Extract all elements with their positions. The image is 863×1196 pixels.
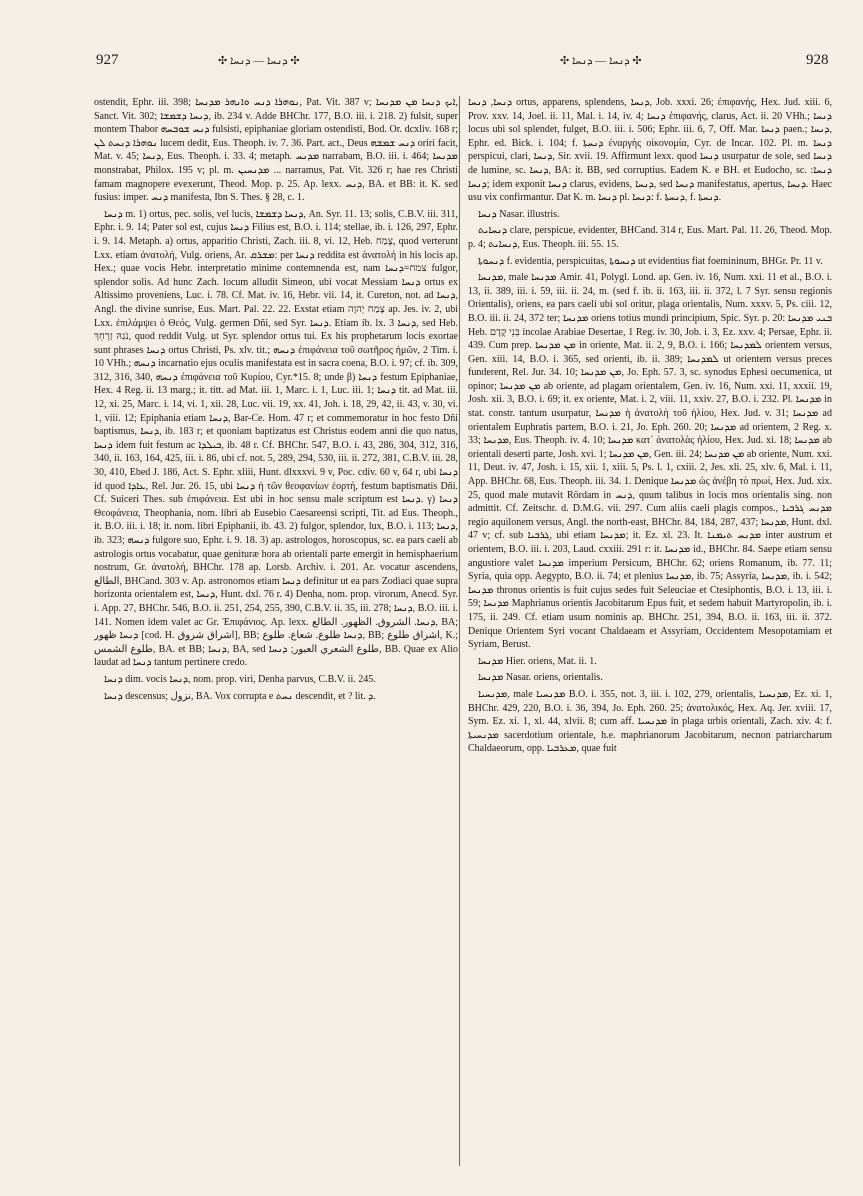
entry-denha-dim: ܕܢܚܐ dim. vocis ܕܢܚܐ, nom. prop. viri, Denha parvus, C.B.V. ii. 245. xyxy=(104,673,376,685)
running-title-right: ✣ ܕܢܚܐ — ܕܢܚܐ ✣ xyxy=(560,55,642,67)
page-number-left: 927 xyxy=(96,52,119,68)
entry-clare: ܕܢܚܐܝܬ clare, perspicue, evidenter, BHCand. 314 r, Eus. Mart. Pal. 11. 26, Theod. Mop. p. 4; ܕܢܚܐܝܬ, Eus. Theoph. iii. 55. 15. xyxy=(468,225,832,250)
entry-ortus-apparens: ܕܢܚܐ, ܕܢܚܐ ortus, apparens, splendens, ܕܢܚܐ, Job. xxxi. 26; ἐπιφανής, Hex. Jud. xiii. 6, Prov. xxv. 14, Joel. ii. 11, Mal. i. 14, iv. 4; ܕܢܚܐ ἐπιφανής, clarus, Act. ii. 20 VHh.; ܕܢܚܐ locus ubi sol splendet, fulget, B.O. iii. i. 506; Ephr. iii. 6, 7, Off. Mar. ܕܢܚܐ paen.; ܕܢܚܐ, Ephr. ed. Bick. i. 104; f. ܕܢܚܬܐ ἐναργὴς οἰκονομία, Cyr. de Incar. 102. Pl. m. ܕܢܚܐ perspicui, clari, ܕܢܚܐ, Sir. xvii. 19. Affirmunt lexx. quod ܕܢܚܐ usurpatur de sole, sed ܕܢܚܐ de lumine, sc. ܕܢܚܐ, BA: it. BB, sed corruptius. Eadem K. e BH. et Eudocho, sc. ܕܢܚܐ: ܕܢܚܐ; idem exponit ܕܢܚܐ clarus, evidens, ܕܢܚܐ, sed ܕܢܚܐ manifestatus, apertus, ܕܢܚܐ. Haec usu vix confirmantur. Dat K. m. ܕܢܚܐ pl. ܕܢܚܐ: f. ܕܢܚܬܐ, f. ܕܢܚܬܐ. xyxy=(468,97,832,204)
page-header xyxy=(0,38,863,78)
entry-nasar-illustris: ܕܢܚܐ Nasar. illustris. xyxy=(478,208,560,220)
entry-orientalis: ܡܕܢܚܝܐ, male ܡܕܢܚܝܐ B.O. i. 355, not. 3, iii. i. 102, 279, orientalis, ܡܕܢܚܝܐ, Ez. xi. 1, BHChr. 429, 220, B.O. i. 36, 394, Jo. Eph. 260. 25; ἀνατολικός, Hex. Aq. Jer. xviii. 17, Sym. Ez. xi. 1, xl. 44, xlvii. 8; cum aff. ܡܕܢܚܝܐ in plaga urbis orientali, Zach. xiv. 4: f. ܡܕܢܚܝܬܐ sacerdotium orientale, h.e. maphrianorum Jacobitarum, necnon patriarcharum Chaldaeorum, opp. ܡܥܪܒܝܐ, quae fuit xyxy=(468,688,832,755)
entry-descensus: ܕܢܚܐ descensus; نزول, BA. Vox corrupta e ܢܚܬ descendit, et ? lit. ܕ. xyxy=(104,690,376,702)
column-divider xyxy=(459,96,460,1166)
entry-continuation: ostendit, Ephr. iii. 398; ܢܘܗܪܐ ܕܢܚ ܘܐܢܗܪ ܡܕܢܚܐ, Pat. Vit. 387 v; ܐܝܟ ܕܢܚܐ ܡܢ ܡܕܢܚܐ, Sanct. Vit. 302; ܕܢܚܐ ܕܫܡܫܐ, ib. 234 v. Adde BHChr. 177, B.O. iii. i. 218. 2) fulsit, super montem Thabor ܕܢܚ ܫܘܒܚܗ fulsisti, epiphaniae gloriam ostendisti, Bod. Or. dcxliv. 168 r; ܢܘܗܪܐ ܕܢܚܬ ܠܢ lucem dedit, Eus. Theoph. iv. 7. 36. Part. act., Deus ܕܢܚ ܫܡܫܗ oriri facit, Mat. v. 45; ܕܢܚܐ, Eus. Theoph. i. 33. 4; metaph. ܡܕܢܚ narrabam, B.O. iii. i. 464; ܡܕܢܚܐ monstrabat, Philox. 195 v; pl. m. ܡܕܢܚܝܢ ... narramus, Pat. Vit. 326 r; hae res Christi famam magnopere evexerunt, Theod. Mop. p. 25. Ap. lexx. ܕܢܚ, BA. et BB: it. K. sed fusius: imper. ܕܢܚ manifesta, Ibn S. Thes. § 28, c. 1. xyxy=(94,97,458,204)
running-title-left: ✣ ܕܢܚܐ — ܕܢܚܐ ✣ xyxy=(218,55,300,67)
entry-hier-oriens: ܡܕܢܚܐ Hier. oriens, Mat. ii. 1. xyxy=(478,655,597,667)
left-column xyxy=(94,96,458,1171)
right-column xyxy=(468,96,832,1171)
entry-denha: ܕܢܚܐ m. 1) ortus, pec. solis, vel lucis, ܕܢܚܐ ܕܫܡܫܐ, An. Syr. 11. 13; solis, C.B.V. iii. 311, Ephr. i. 9. 14; Pater sol est, cujus ܕܢܚܐ Filius est, B.O. i. 114; stellae, ib. i. 126, 297, Ephr. i. 9. 14. Metaph. a) ortus, apparitio Christi, Zach. iii. 8, vi. 12, Heb. צֶמַח, quod verterunt Lxx. etiam ἀνατολή, Vulg. oriens, Ar. ܡܫܪܩ: per ܕܢܚܐ reddita est ἀνατολή in his locis ap. Hex.; quae vocis Hebr. interpretatio minime contemnenda est, nam צמח=ܕܢܚܐ fulgor, splendor solis. Ad hunc Zach. locum alludit Simeon, ubi vocat Messiam ܕܢܚܐ ortus ex Altissimo proveniens, Luc. i. 78. Cf. Mat. iv. 16, Hebr. vii. 14, it. Cureton, not. ad ܕܢܚܐ, Angl. the divine sunrise, Eus. Mart. Pal. 22. 22. Exstat etiam צֶמַח יְהוָה ap. Jes. iv. 2, ubi Lxx. ἐπιλάμψει ὁ Θεός, Vulg. germen Dñi, sed Syr. ܕܢܚܐ. Etiam ib. lx. 3 ܕܢܚܐ, sed Heb. נֹגַהּ זַרְחֵךְ, quod reddit Vulg. ut Syr. splendor ortus tui. Ex his prophetarum locis exortae sunt phrases ܕܢܚܐ ortus Christi, Ps. xlv. tit.; ܕܢܚܗ ἐπιφάνεια τοῦ σωτῆρος ἡμῶν, 2 Tim. i. 10 VHh.; ܕܢܚܗ incarnatio ejus oculis manifestata est in sacra coena, B.O. i. 97; cf. ib. 309, 312, 316, 340, ܕܢܚܗ ἐπιφάνεια τοῦ Κυρίου, Cyr.*15. 8; unde β) ܕܢܚܐ festum Epiphaniae, Hex. 4 Reg. ii. 13 marg.; it. titt. ad Mat. iii. 1, Marc. i. 1, Luc. iii. 1; ܕܢܚܐ tit. ad Mat. iii. 12, xi. 25, Marc. i. 14, vi. 1, xii. 28, Luc. vii. 19, xx. 41, Joh. i. 18, 29, 42, ii. 43, v. 30, vi. 1, viii. 12; Epiphania etiam ܕܢܚܐ, Bar-Ce. Hom. 47 r; et commemoratur in hoc festo Dñi baptismus, ܕܢܚܐ, ib. 183 r; et quoniam baptizatus est Christus eodem anni die quo natus, ܕܢܚܐ idem fuit festum ac ܒܝܠܕܐ, ib. 48 r. Cf. BHChr. 547, B.O. i. 43, 286, 304, 312, 316, 340, ii. 163, 164, 425, iii. i. 86, ubi cf. not. 5, 289, 294, 530, iii. ii. 272, 381, C.B.V. iii. 28, 30, 410, Ebed J. 186, Act. S. Ephr. xliii, Hunt. dlxxxvi. 9 v, Poc. cdiv. 60 v, 64 r, ubi ܕܢܚܐ id quod ܥܐܕܐ, Rel. Jur. 26. 15, ubi ܕܢܚܐ ἡ τῶν θεοφανίων ἑορτή, festum baptismatis Dñi. Cf. Suiceri Thes. sub ἐπιφάνεια. Est ubi in hoc sensu male scriptum est ܕܢܚܐ. γ) ܕܢܚܐ Θεοφάνεια, Theophania, nom. libri ab Eusebio Caesareensi scripti, Tit. ad Eus. Theoph., it. B.O. iii. i. 18; it. nom. libri Epiphanii, ib. 43. 2) fulgor, splendor, lux, B.O. i. 113; ܕܢܚܐ, ib. 323; ܕܢܚܗ fulgore suo, Ephr. i. 9. 18. 3) ap. astrologos, horoscopus, sc. ea pars caeli ab astrologis ortus vocabatur, quae genituræ hora ab orientali parte emergit in hemisphaerium nostrum, Gr. ἀνατολή, BHChr. 178 ap. Lorsb. Archiv. i. 201. Ar. vocatur ascendens, الطالع, BHCand. 303 v. Ap. astronomos etiam ܕܢܚܐ definitur ut ea pars Zodiaci quae supra horizonta orientalem est, ܕܢܚܐ, Hunt. dxl. 76 r. 4) Denha, nom. prop. virorum, Anecd. Syr. i. App. 27, BHChr. 546, B.O. ii. 251, 254, 255, 390, C.B.V. ii. 35, iii. 278; ܕܢܚܐ, B.O. iii. i. 141. Nomen idem valet ac Gr. Ἐπιφάνιος. Ap. lexx. ܕܢܚܐ. الشروق. الظهور. الطالع, BA; ܕܢܚܐ ظهور [cod. H. اشراق شروق], BB; ܕܢܚܐ طلوع. شعاع. طلوع, BB; اشراق طلوع, K.; طلوع الشمس, BA. et BB; ܕܢܚܐ, BA, sed طلوع الشعري العبور; ܕܢܚܐ, BB. Quae ex Alio laudat ad ܕܢܚܐ tantum pertinere credo. xyxy=(94,208,458,669)
entry-madnha-oriens: ܡܕܢܚܐ, male ܡܕܢܚܐ Amir. 41, Polygl. Lond. ap. Gen. iv. 16, Num. xxi. 11 et al., B.O. i. 13, ii. 389, iii. i. 59, iii. ii. 24, m. (sed f. ib. ii. 163, iii. ii. 372, l. 7 Syr. sensu regionis Orientalis), oriens, ea pars caeli ubi sol oritur, plaga orientalis, Num. xxxv. 5, Ps. ciii. 12, B.O. iii. ii. 24, 372 ter; ܡܕܢܚܐ oriens totius mundi principium, Spic. Syr. p. 20: ܒܢܝ ܡܕܢܚܐ Heb. בְּנֵי קֶדֶם incolae Arabiae Desertae, 1 Reg. iv. 30, Job. i. 3, Ez. xxv. 4; Persae, Ephr. ii. 439. Cum prep. ܡܢ ܡܕܢܚܐ in oriente, Mat. ii. 2, 9, B.O. i. 166; ܠܡܕܢܚܐ orientem versus, Gen. xiii. 14, B.O. i. 365, sed orienti, ib. ii. 389; ܠܡܕܢܚܐ ut orientem versus preces funderent, Rel. Jur. 34. 10; ܡܢ ܡܕܢܚܐ, Jo. Eph. 57. 3, sc. synodus Ephesi oecumenica, ut opinor; ܡܢ ܡܕܢܚܐ ab oriente, ad plagam orientalem, Gen. iv. 16, Num. xxi. 11, xxxii. 19, Josh. xii. 3, B.O. i. 69; it. ex oriente, Mat. i. 2, viii. 11, xxiv. 27, B.O. i. 232. Pl. ܡܕܢܚܐ in stat. constr. tantum usurpatur, ܡܕܢܚܐ ἡ ἀνατολὴ τοῦ ἡλίου, Hex. Jud. v. 31; ܡܕܢܚܐ ad orientalem Euphratis partem, B.O. i. 21, Jo. Eph. 260. 20; ܡܕܢܚܐ ad orientem, 2 Reg. x. 33; ܡܕܢܚܐ, Eus. Theoph. iv. 4. 10; ܡܕܢܚܐ κατ᾽ ἀνατολὰς ἡλίου, Hex. Jud. xi. 18; ܡܕܢܚܐ ab orientali deserti parte, Josh. xvi. 1; ܡܢ ܡܕܢܚܐ, Gen. iii. 24; ܡܢ ܡܕܢܚܐ ab oriente, Num. xxi. 11, Deut. iv. 47, Josh. i. 15, xii. 1, xiii. 5, Ps. l. 1, cxiii. 2, Jes. xli. 25, xlv. 6, Mal. i. 11, App. BHChr. 68, Eus. Theoph. iii. 34. 1. Denique ܡܕܢܚܐ ὡς ἀνέβη τὸ πρωί, Hex. Jud. xix. 25, quod male mutavit Rördam in ܕܢܚ, quum talibus in locis mos orientalis sing. non admittit. Cf. Zeitschr. d. D.M.G. vii. 297. Cum aliis caeli plagis compos., ܡܕܢܚ ܓܪܒܝܐ regio aquilonem versus, Angl. the north-east, BHChr. 84, 184, 287, 437; ܡܕܢܚܐ, Hunt. dxl. 47 v; cf. sub ܓܪܒܝܐ, ubi etiam ܡܕܢܚܐ; it. Ez. xl. 23. It. ܡܕܢܚ ܬܝܡܢܐ inter austrum et orientem, B.O. iii. i. 203, Laud. cxxiii. 291 r: it. ܡܕܢܚܐ id., BHChr. 84. Saepe etiam sensu angustiore valet ܡܕܢܚܐ imperium Persicum, BHChr. 62; oriens Romanum, ib. 77. 11; Syria, quia opp. Aegypto, B.O. ii. 74; et plenius ܡܕܢܚܐ, ib. 75; Assyria, ܡܕܢܚܐ, ib. i. 542; ܡܕܢܚܐ thronus orientis is fuit cujus sedes fuit Seleuciae et Ctesiphontis, B.O. i. 13, iii. i. 59; ܡܕܢܚܐ Maphrianus orientis Jacobitarum Epus fuit, et sedem habuit Martyropolin, ib. i. 175, ii. 249. Cf. etiam usum nominis ap. BHChr. 251, 394, B.O. ii. 163, iii. ii. 372. Denique Orientem Syri vocant Chaldaeam et Assyriam, Occidentem Mesopotamiam et Syriam, Berust. xyxy=(468,272,832,651)
page-number-right: 928 xyxy=(806,52,829,68)
entry-nasar-oriens: ܡܕܢܚܐ Nasar. oriens, orientalis. xyxy=(478,672,603,684)
entry-evidentia: ܕܢܚܘܬܐ f. evidentia, perspicuitas, ܕܢܚܘܬܐ ut evidentius fiat foemininum, BHGr. Pr. 11 v. xyxy=(478,255,823,267)
